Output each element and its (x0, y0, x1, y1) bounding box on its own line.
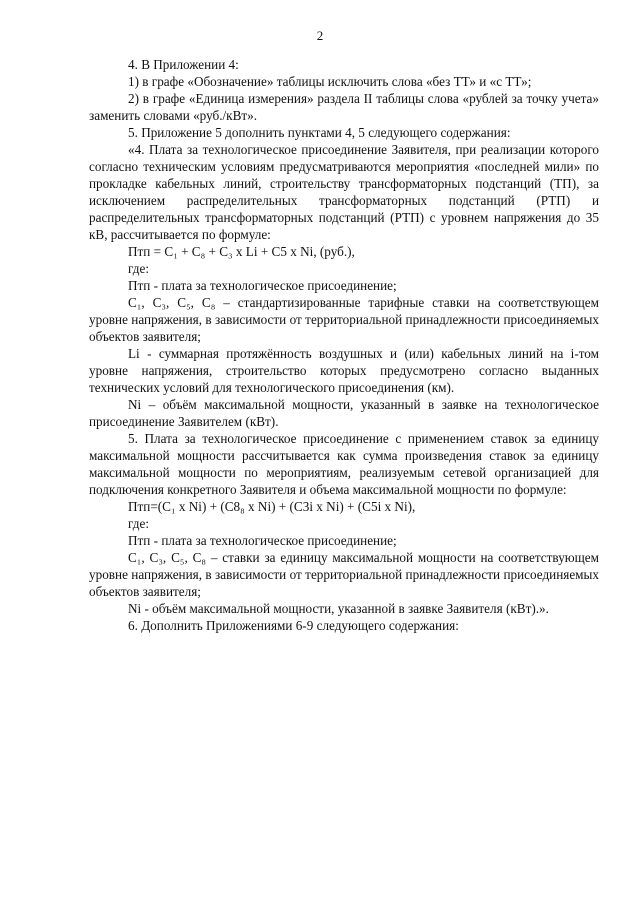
where-label-2: где: (128, 516, 149, 531)
paragraph-appendix5: 5. Приложение 5 дополнить пунктами 4, 5 следующего содержания: (128, 125, 511, 140)
paragraph-item-1: 1) в графе «Обозначение» таблицы исключить слова «без ТТ» и «с ТТ»; (128, 74, 532, 89)
definition-rates-2: С₁, С₃, С₅, С₈ – ставки за единицу максимальной мощности на соответствующем уровне напряжения, в зависимости от территориальной принадлежности присоединяемых объектов заявителя; (89, 550, 599, 599)
definition-li: Li - суммарная протяжённость воздушных и (или) кабельных линий на i-том уровне напряжения, строительство которых предусмотрено согласно выданных технических условий для технологического присоединения (км). (89, 346, 599, 395)
page-number: 2 (316, 28, 324, 43)
where-label-1: где: (128, 261, 149, 276)
document-body (89, 56, 599, 634)
paragraph-point-4: «4. Плата за технологическое присоединение Заявителя, при реализации которого согласно техническим условиям предусматриваются мероприятия «последней мили» по прокладке кабельных линий, строительству трансформаторных подстанций (ТП), за исключением распределительных трансформаторных подстанций (РТП) и распределительных трансформаторных подстанций (РТП) с уровнем напряжения до 35 кВ, рассчитывается по формуле: (89, 142, 599, 242)
paragraph-appendices-6-9: 6. Дополнить Приложениями 6-9 следующего содержания: (128, 618, 459, 633)
definition-ptp-1: Птп - плата за технологическое присоединение; (128, 278, 397, 293)
paragraph-point-5: 5. Плата за технологическое присоединение с применением ставок за единицу максимальной мощности рассчитывается как сумма произведения ставок за единицу максимальной мощности по мероприятиям, реализуемым сетевой организацией для подключения конкретного Заявителя и объема максимальной мощности по формуле: (89, 431, 599, 497)
definition-ni-1: Ni – объём максимальной мощности, указанный в заявке на технологическое присоединение Заявителем (кВт). (89, 397, 599, 429)
paragraph-item-2: 2) в графе «Единица измерения» раздела II таблицы слова «рублей за точку учета» заменить словами «руб./кВт». (89, 91, 599, 123)
formula-2: Птп=(С₁ х Ni) + (С8₈ х Ni) + (С3i х Ni) + (С5i х Ni), (128, 499, 416, 514)
definition-ni-2: Ni - объём максимальной мощности, указанной в заявке Заявителя (кВт).». (128, 601, 549, 616)
formula-1: Птп = С₁ + С₈ + С₃ х Li + С5 х Ni, (руб.), (128, 244, 355, 259)
definition-ptp-2: Птп - плата за технологическое присоединение; (128, 533, 397, 548)
paragraph-appendix4: 4. В Приложении 4: (128, 57, 239, 72)
definition-rates-1: С₁, С₃, С₅, С₈ – стандартизированные тарифные ставки на соответствующем уровне напряжения, в зависимости от территориальной принадлежности присоединяемых объектов заявителя; (89, 295, 599, 344)
